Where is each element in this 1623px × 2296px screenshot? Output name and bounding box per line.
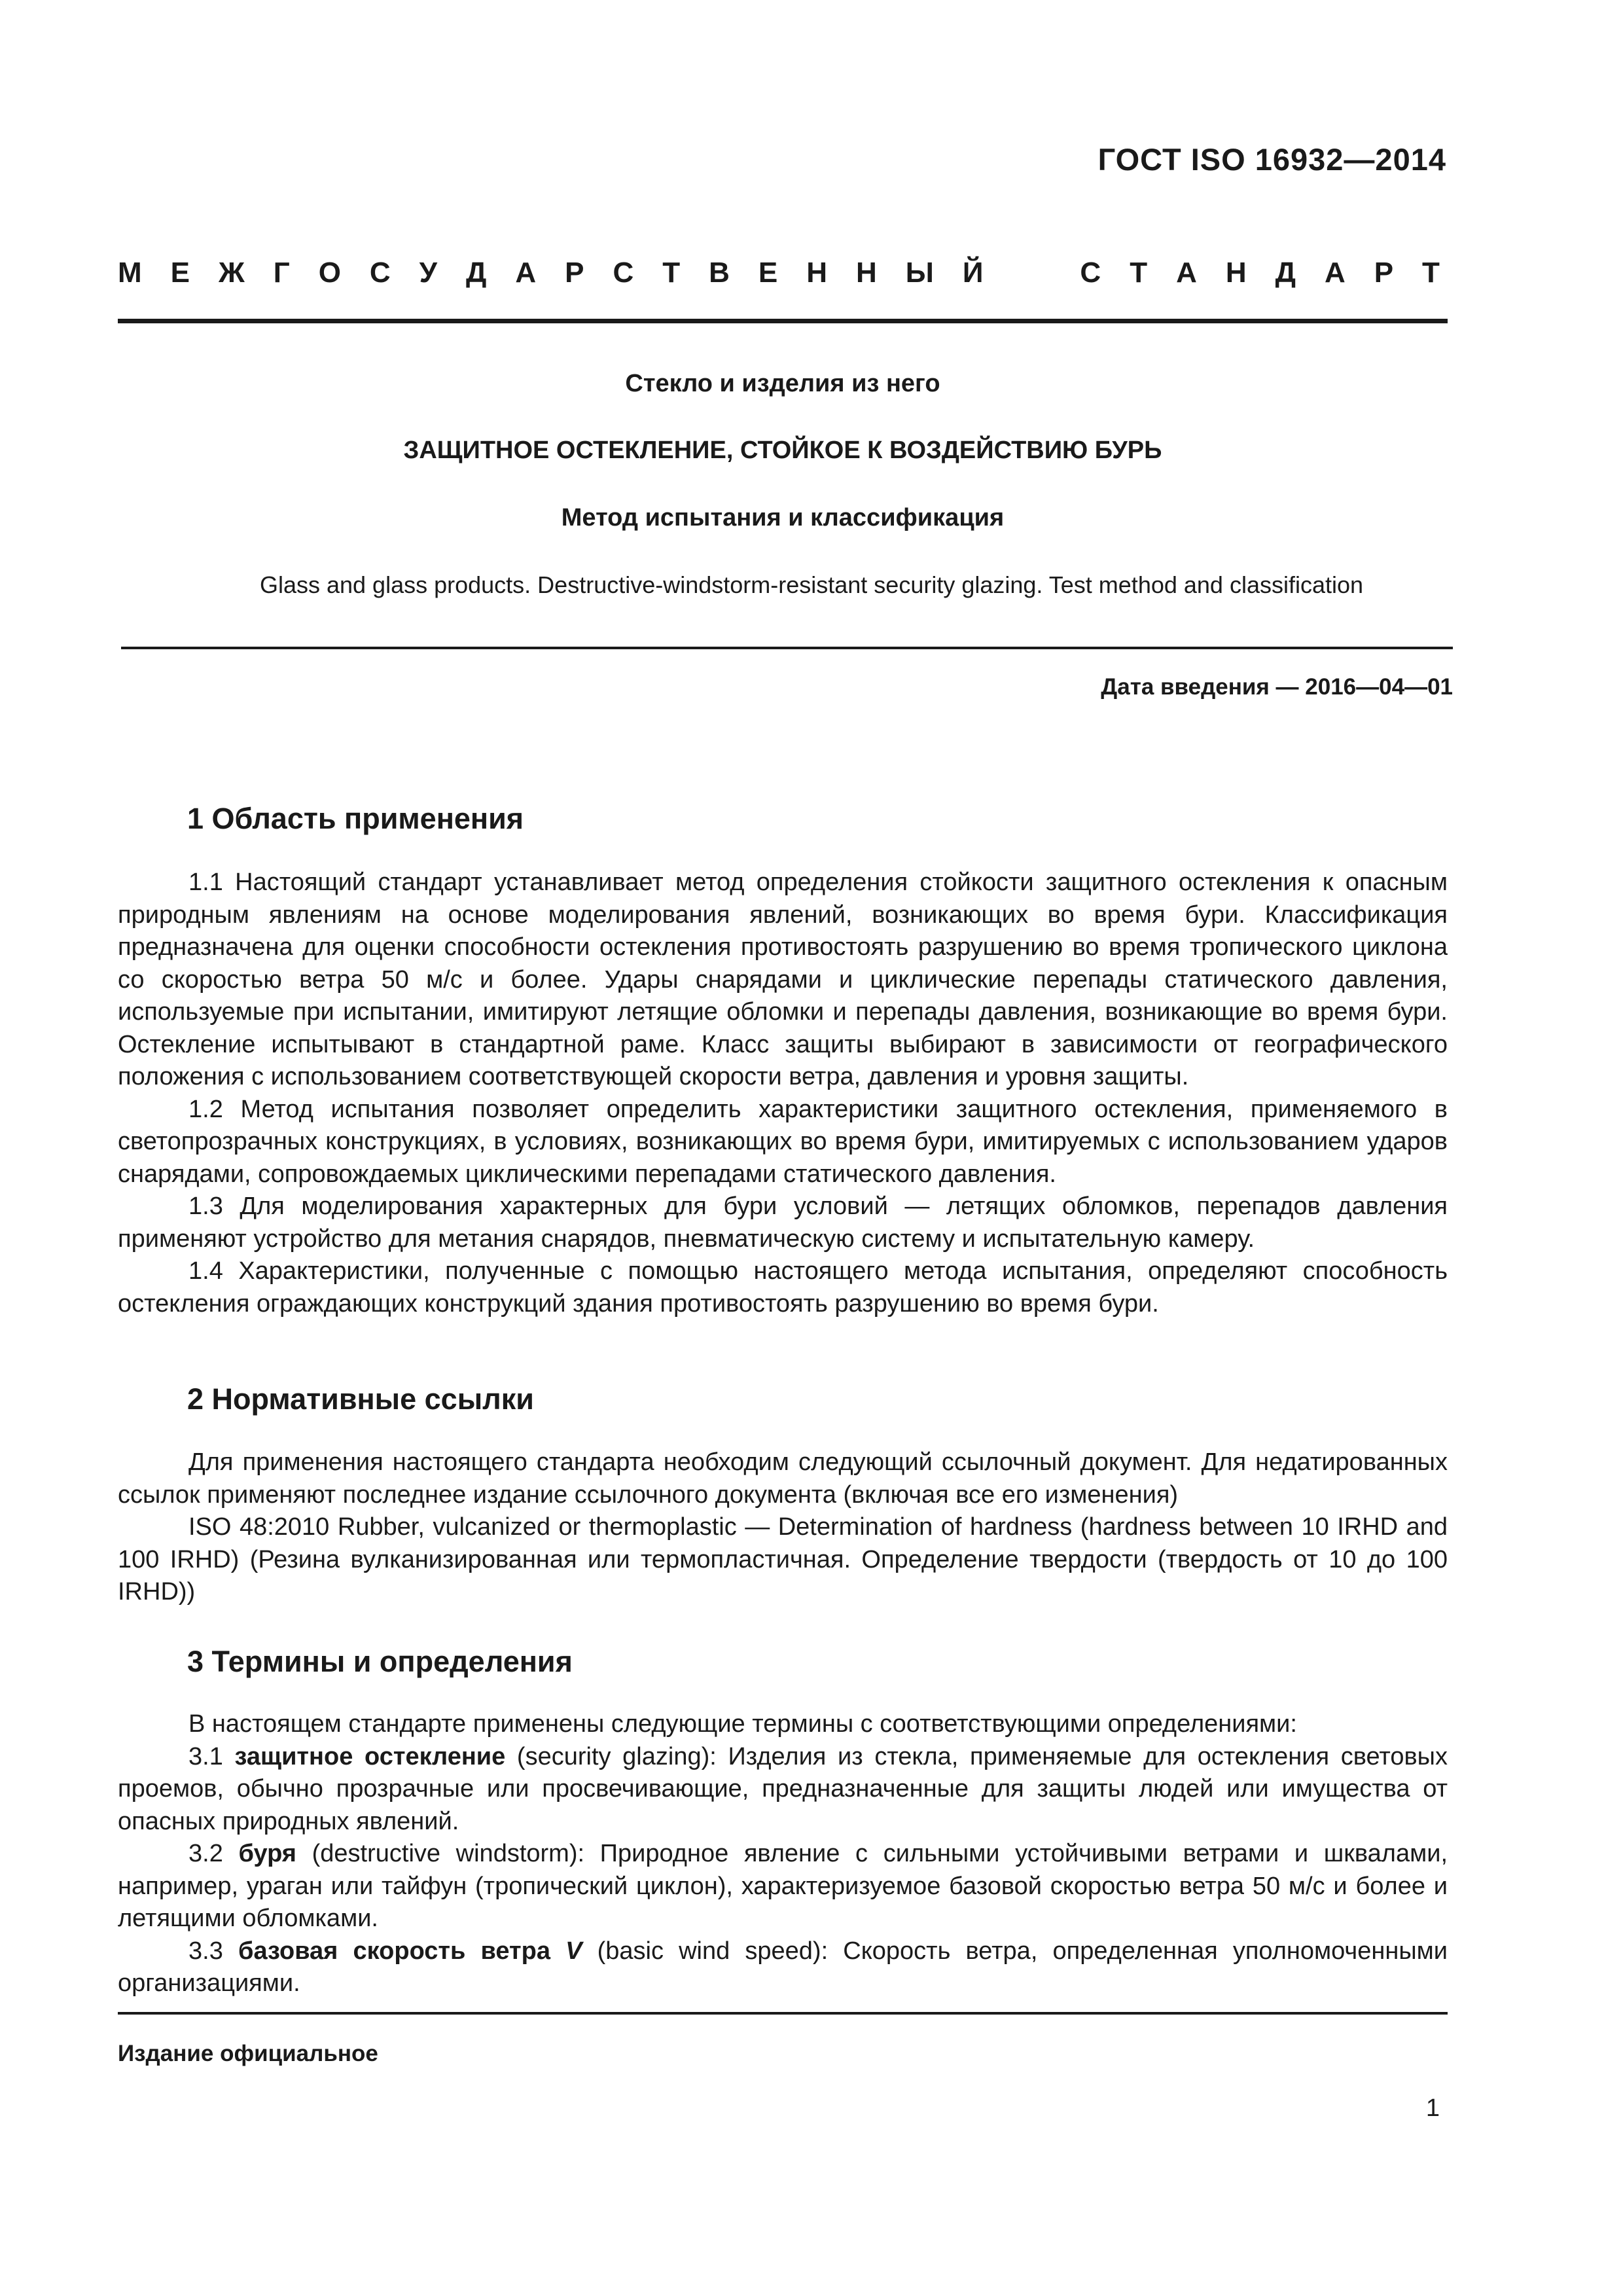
title-rule — [121, 647, 1453, 649]
definition-number: 3.3 — [188, 1937, 238, 1965]
paragraph-2-1: Для применения настоящего стандарта необходим следующий ссылочный документ. Для недатированных ссылок применяют последнее издание ссылочного документа (включая все его изменения) — [118, 1448, 1448, 1509]
section-1-body — [118, 867, 1448, 1320]
paragraph-2-2: ISO 48:2010 Rubber, vulcanized or thermoplastic — Determination of hardness (hardness between 10 IRHD and 100 IRHD) (Резина вулканизированная или термопластичная. Определение твердости (твердость от 10 до 100 IRHD)) — [118, 1513, 1448, 1605]
paragraph-1-4: 1.4 Характеристики, полученные с помощью настоящего метода испытания, определяют способность остекления ограждающих конструкций здания противостоять разрушению во время бури. — [118, 1257, 1448, 1318]
definition-number: 3.2 — [188, 1840, 239, 1867]
definition-text: (destructive windstorm): Природное явление с сильными устойчивыми ветрами и шквалами, например, ураган или тайфун (тропический циклон), характеризуемое базовой скоростью ветра 50 м/с и более и летящими обломками. — [118, 1840, 1448, 1932]
definition-text: (basic wind speed): Скорость ветра, определенная уполномоченными организациями. — [118, 1937, 1448, 1997]
definition-3-1 — [118, 1741, 1448, 1839]
paragraph-1-3: 1.3 Для моделирования характерных для бури условий — летящих обломков, перепадов давления применяют устройство для метания снарядов, пневматическую систему и испытательную камеру. — [118, 1193, 1448, 1253]
title-line-3: Метод испытания и классификация — [561, 504, 1005, 531]
paragraph-1-2: 1.2 Метод испытания позволяет определить характеристики защитного остекления, применяемого в светопрозрачных конструкциях, в условиях, возникающих во время бури, имитируемых с использованием ударов снарядами, сопровождаемых циклическими перепадами статического давления. — [118, 1095, 1448, 1188]
section-2-body — [118, 1446, 1448, 1609]
standard-type-heading: М Е Ж Г О С У Д А Р С Т В Е Н Н Ы Й С Т А Н Д А Р Т — [118, 257, 1440, 289]
section-3-body — [118, 1708, 1448, 2000]
section-2-heading: 2 Нормативные ссылки — [187, 1382, 534, 1416]
section-3-heading: 3 Термины и определения — [187, 1645, 573, 1678]
title-line-1: Стекло и изделия из него — [625, 370, 940, 397]
definition-text: (security glazing): Изделия из стекла, применяемые для остекления световых проемов, обычно прозрачные или просвечивающие, предназначенные для защиты людей или имущества от опасных природных явлений. — [118, 1742, 1448, 1835]
paragraph-1-1: 1.1 Настоящий стандарт устанавливает метод определения стойкости защитного остекления к опасным природным явлениям на основе моделирования явлений, возникающих во время бури. Классификация предназначена для оценки способности остекления противостоять разрушению во время тропического циклона со скоростью ветра 50 м/с и более. Удары снарядами и циклические перепады статического давления, используемые при испытании, имитируют летящие обломки и перепады давления, возникающие во время бури. Остекление испытывают в стандартной раме. Класс защиты выбирают в зависимости от географического положения с использованием соответствующей скорости ветра, давления и уровня защиты. — [118, 869, 1448, 1090]
definition-term: защитное остекление — [234, 1742, 506, 1770]
definition-symbol: V — [565, 1937, 582, 1965]
footer-rule — [118, 2012, 1448, 2015]
header-rule — [118, 319, 1448, 323]
definition-term: буря — [238, 1840, 296, 1867]
paragraph-3-intro: В настоящем стандарте применены следующие термины с соответствующими определениями: — [188, 1710, 1297, 1738]
definition-3-3 — [118, 1935, 1448, 2000]
edition-label: Издание официальное — [118, 2041, 378, 2066]
section-1-heading: 1 Область применения — [187, 802, 524, 835]
definition-term: базовая скорость ветра — [238, 1937, 566, 1965]
definition-3-2 — [118, 1838, 1448, 1935]
definition-number: 3.1 — [188, 1742, 235, 1770]
introduction-date: Дата введения — 2016—04—01 — [1101, 674, 1453, 700]
title-line-2: ЗАЩИТНОЕ ОСТЕКЛЕНИЕ, СТОЙКОЕ К ВОЗДЕЙСТВИЮ БУРЬ — [403, 437, 1162, 464]
english-title: Glass and glass products. Destructive-windstorm-resistant security glazing. Test method and classification — [259, 571, 1364, 598]
document-code: ГОСТ ISO 16932—2014 — [1097, 142, 1446, 177]
page-number: 1 — [1425, 2094, 1440, 2122]
